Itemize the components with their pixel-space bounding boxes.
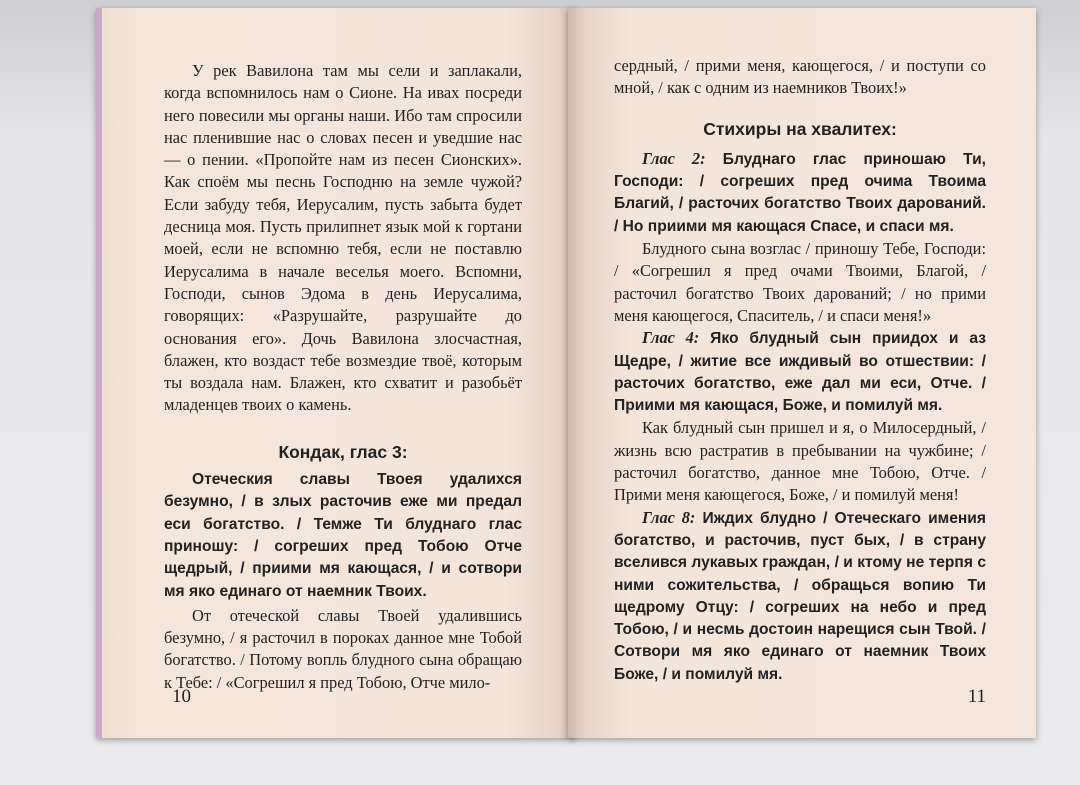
psalm-paragraph: У рек Вавилона там мы сели и заплакали, когда вспомнилось нам о Сионе. На ивах посреди него повесили мы органы наши. Ибо там спросили нас пленившие нас о словах песен и уведшие нас — о пении. «Пропойте нам из песен Сионских». Как споём мы песнь Господню на земле чужой? Если забуду тебя, Иерусалим, пусть забыта будет десница моя. Пусть прилипнет язык мой к гортани моей, если не вспомню тебя, если не поставлю Иерусалима в начале веселья моего. Вспомни, Господи, сынов Эдома в день Иерусалима, говорящих: «Разрушайте, разрушайте до основания его». Дочь Вавилона злосчастная, блажен, кто воздаст тебе возмездие твоё, которым ты воздала нам. Блажен, кто схватит и разобьёт младенцев твоих о камень. bbox=[164, 61, 522, 415]
open-book bbox=[96, 8, 1036, 738]
glas4-slavonic-text: Яко блудный сын приидох и аз Щедре, / житие все иждивый во отшествии: / расточих богатство, еже дал ми еси, Отче. / Приими мя кающася, Боже, и помилуй мя. bbox=[614, 330, 986, 415]
glas4-label: Глас 4: bbox=[642, 328, 700, 348]
left-page bbox=[96, 8, 576, 738]
page-number-left: 10 bbox=[172, 686, 191, 707]
glas2-russian: Блудного сына возглас / приношу Тебе, Господи: / «Согрешил я пред очами Твоими, Благой, / расточил богатство Твоих дарований; / но прими меня кающегося, Спаситель, / и спаси меня!» bbox=[614, 239, 986, 325]
glas8-slavonic-text: Иждих блудно / Отеческаго имения богатство, и расточив, пуст бых, / в страну вселився лукавых граждан, / и ктому не терпя с ними сожительства, / обращься вопию Ти щедрому Отцу: / согреших на небо и пред Тобою, / и несмь достоин нарещися сын Твой. / Сотвори мя яко единаго от наемник Твоих Боже, / и помилуй мя. bbox=[614, 509, 986, 683]
glas4-slavonic bbox=[614, 327, 986, 417]
page-number-right: 11 bbox=[967, 686, 986, 707]
kontak-russian-continuation: сердный, / прими меня, кающегося, / и поступи со мной, / как с одним из наемников Твоих!» bbox=[614, 56, 986, 98]
kontak-russian: От отеческой славы Твоей удалившись безумно, / я расточил в пороках данное мне Тобой богатство. / Потому вопль блудного сына обращаю к Тебе: / «Согрешил я пред Тобою, Отче мило- bbox=[164, 605, 522, 692]
glas2-label: Глас 2: bbox=[642, 148, 706, 168]
glas2-slavonic bbox=[614, 148, 986, 238]
kontak-heading: Кондак, глас 3: bbox=[278, 441, 408, 462]
glas2-slavonic-text: Блуднаго глас приношаю Ти, Господи: / согреших пред очима Твоима Благий, / расточих богатство Твоих дарований. / Но приими мя кающася Спасе, и спаси мя. bbox=[614, 150, 986, 235]
glas8-slavonic bbox=[614, 507, 986, 686]
left-page-text bbox=[164, 60, 522, 694]
glas8-label: Глас 8: bbox=[642, 507, 696, 527]
right-page-text bbox=[614, 55, 986, 686]
glas4-russian: Как блудный сын пришел и я, о Милосердный, / жизнь всю растратив в пребывании на чужбине; / расточил богатство, данное мне Тобою, Отче. / Прими меня кающегося, Боже, / и помилуй меня! bbox=[614, 418, 986, 505]
right-page bbox=[568, 8, 1036, 738]
kontak-slavonic: Отеческия славы Твоея удалихся безумно, / в злых расточив еже ми предал еси богатство. / Темже Ти блуднаго глас приношу: / согреших пред Тобою Отче щедрый, / приими мя кающася, / и сотвори мя яко единаго от наемник Твоих. bbox=[164, 471, 522, 600]
stichera-heading: Стихиры на хвалитех: bbox=[703, 118, 897, 139]
